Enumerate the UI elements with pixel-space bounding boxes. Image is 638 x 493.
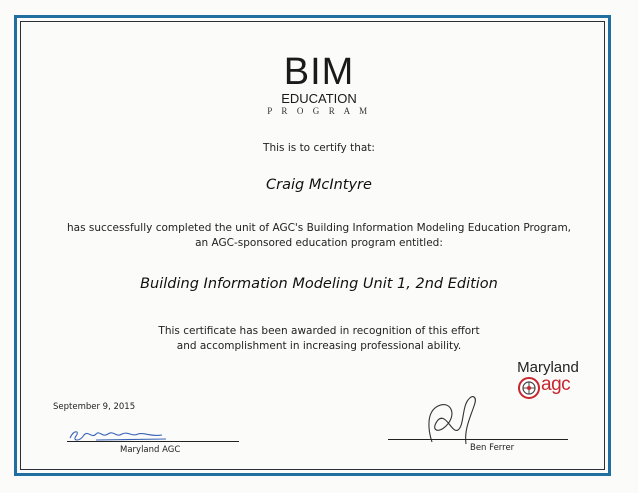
program-logo-subtitle: EDUCATION <box>281 91 357 106</box>
signature-scribble-icon <box>418 390 488 450</box>
maryland-agc-logo <box>515 360 581 400</box>
program-logo-title: BIM <box>283 51 355 93</box>
signature-line-left <box>67 441 239 442</box>
recipient-name: Craig McIntyre <box>266 177 372 193</box>
award-text-line2: and accomplishment in increasing professional ability. <box>176 340 462 352</box>
completion-text-line2: an AGC-sponsored education program entitled: <box>195 237 443 249</box>
completion-text-line1: has successfully completed the unit of AGC's Building Information Modeling Education Program, <box>66 222 572 234</box>
award-text-line1: This certificate has been awarded in recognition of this effort <box>158 325 480 337</box>
signature-scribble-icon <box>66 425 176 445</box>
signatory-right: Ben Ferrer <box>470 443 515 453</box>
issue-date: September 9, 2015 <box>53 402 136 412</box>
agc-seal-icon <box>517 376 541 400</box>
signature-line-right <box>388 439 568 440</box>
agc-logo-word: agc <box>541 374 571 395</box>
certify-statement: This is to certify that: <box>263 142 375 154</box>
course-title: Building Information Modeling Unit 1, 2nd Edition <box>140 276 498 292</box>
signatory-left: Maryland AGC <box>120 445 181 455</box>
program-logo-tagline: P R O G R A M <box>267 106 371 116</box>
maryland-logo-word: Maryland <box>517 359 579 376</box>
